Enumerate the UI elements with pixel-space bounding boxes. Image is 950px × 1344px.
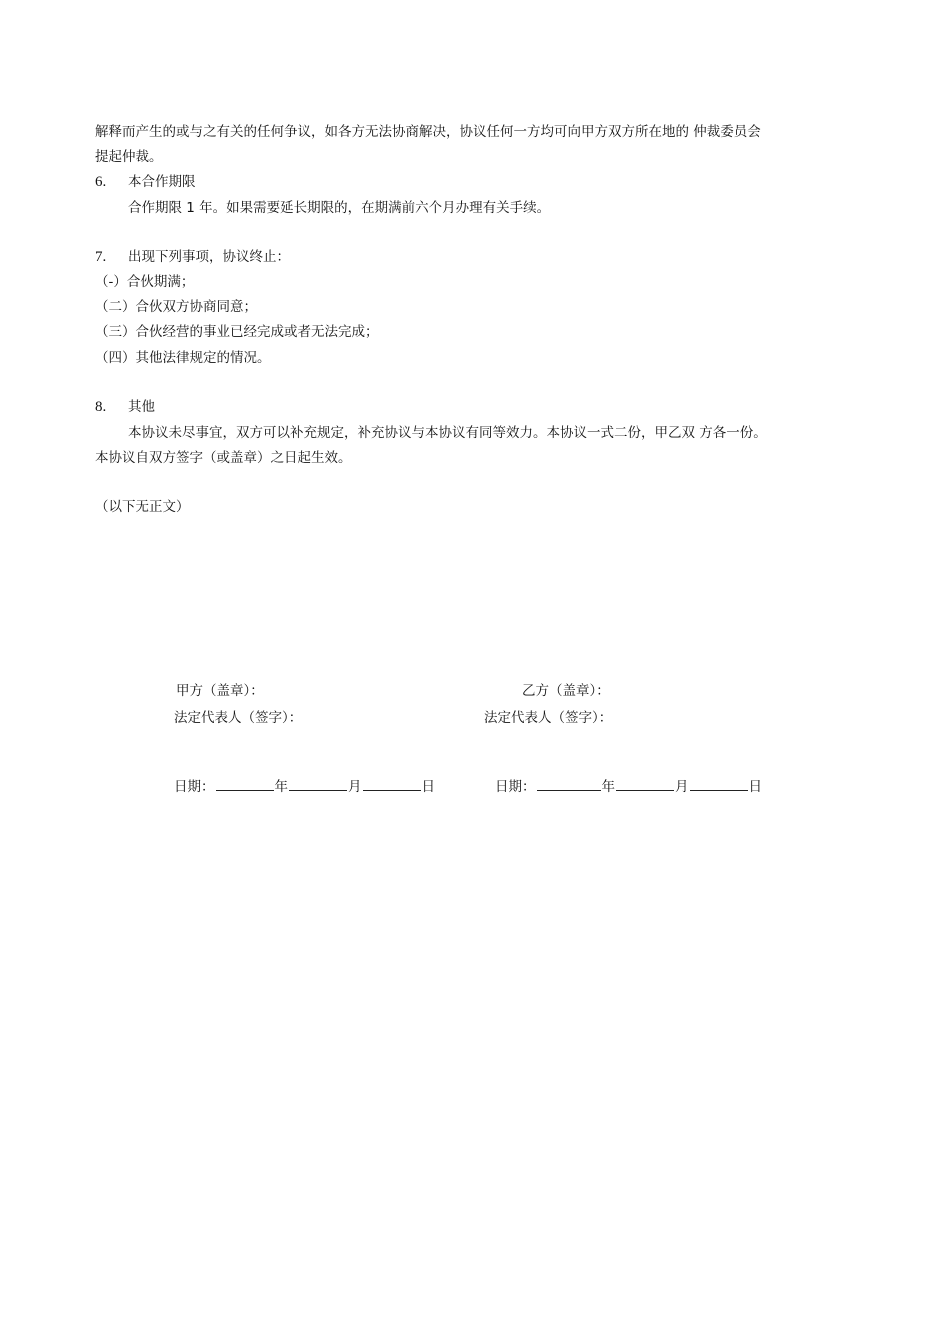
clause7-item: （二）合伙双方协商同意；: [95, 299, 257, 315]
clause7-title: 出现下列事项，协议终止：: [128, 249, 290, 265]
party-a-month-blank[interactable]: [289, 777, 347, 791]
clause8-heading: [95, 397, 155, 417]
party-b-date-label: 日期：: [495, 779, 536, 795]
party-b-date: [495, 777, 762, 797]
clause6-title: 本合作期限: [128, 174, 196, 190]
month-label: 月: [675, 779, 689, 795]
party-a-seal-label: 甲方（盖章）：: [176, 683, 264, 699]
day-label: 日: [421, 779, 435, 795]
clause8-body-line2: 本协议自双方签字（或盖章）之日起生效。: [95, 450, 352, 466]
party-b-seal-label: 乙方（盖章）：: [522, 683, 610, 699]
clause7-number: 7.: [95, 249, 107, 265]
party-a-date-label: 日期：: [174, 779, 215, 795]
clause8-body-line1: 本协议未尽事宜，双方可以补充规定，补充协议与本协议有同等效力。本协议一式二份，甲乙双 方各一份。: [128, 425, 767, 441]
party-a-day-blank[interactable]: [363, 777, 421, 791]
clause5-text-line1: 解释而产生的或与之有关的任何争议，如各方无法协商解决，协议任何一方均可向甲方双方所在地的 仲裁委员会: [95, 124, 761, 140]
party-b-day-blank[interactable]: [690, 777, 748, 791]
clause7-item: （-）合伙期满；: [95, 274, 195, 290]
clause7-heading: [95, 247, 290, 267]
day-label: 日: [748, 779, 762, 795]
clause8-number: 8.: [95, 399, 107, 415]
clause6-number: 6.: [95, 174, 107, 190]
year-label: 年: [601, 779, 615, 795]
party-a-year-blank[interactable]: [216, 777, 274, 791]
party-a-rep-label: 法定代表人（签字）：: [174, 710, 303, 726]
clause5-text-line2: 提起仲裁。: [95, 149, 163, 165]
party-b-rep-label: 法定代表人（签字）：: [484, 710, 613, 726]
clause8-title: 其他: [128, 399, 155, 415]
month-label: 月: [348, 779, 362, 795]
party-b-year-blank[interactable]: [537, 777, 601, 791]
party-b-month-blank[interactable]: [616, 777, 674, 791]
party-a-date: [174, 777, 435, 797]
clause7-item: （三）合伙经营的事业已经完成或者无法完成；: [95, 324, 379, 340]
clause6-body: 合作期限 1 年。如果需要延长期限的，在期满前六个月办理有关手续。: [128, 200, 551, 216]
end-note: （以下无正文）: [95, 499, 190, 515]
clause6-heading: [95, 172, 196, 192]
clause7-item: （四）其他法律规定的情况。: [95, 350, 271, 366]
year-label: 年: [274, 779, 288, 795]
